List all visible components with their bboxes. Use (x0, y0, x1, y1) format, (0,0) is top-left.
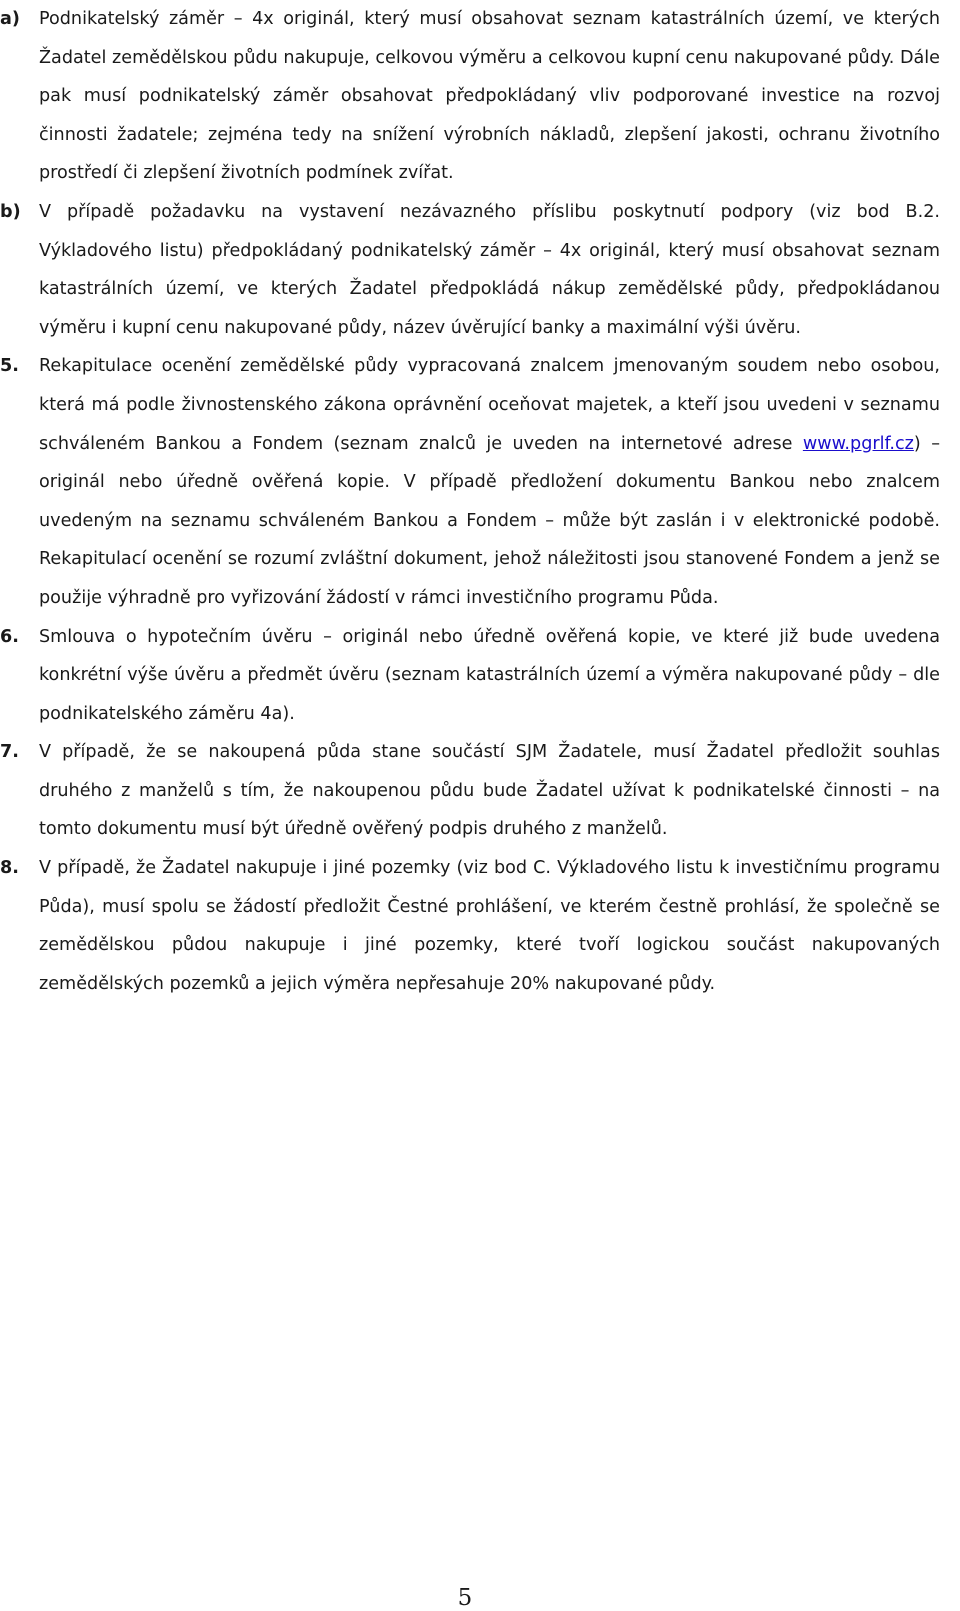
list-marker: a) (0, 9, 20, 29)
list-item-a (0, 0, 940, 193)
list-marker: 8. (0, 858, 19, 879)
list-item-7 (0, 733, 940, 849)
list-item-text: V případě, že Žadatel nakupuje i jiné pozemky (viz bod C. Výkladového listu k investičnímu programu Půda), musí spolu se žádostí předložit Čestné prohlášení, ve kterém čestně prohlásí, že společně se zemědělskou půdou nakupuje i jiné pozemky, které tvoří logickou součást nakupovaných zemědělských pozemků a jejich výměra nepřesahuje 20% nakupované půdy. (39, 858, 940, 994)
list-item-5 (0, 347, 940, 617)
pgrlf-website-link[interactable]: www.pgrlf.cz (802, 433, 914, 454)
list-item-text: Smlouva o hypotečním úvěru – originál nebo úředně ověřená kopie, ve které již bude uvedena konkrétní výše úvěru a předmět úvěru (seznam katastrálních území a výměra nakupované půdy – dle podnikatelského záměru 4a). (39, 626, 940, 724)
list-marker: b) (0, 201, 21, 222)
list-item-8 (0, 849, 940, 1003)
list-item-text: Podnikatelský záměr – 4x originál, který musí obsahovat seznam katastrálních území, ve kterých Žadatel zemědělskou půdu nakupuje, celkovou výměru a celkovou kupní cenu nakupované půdy. Dále pak musí podnikatelský záměr obsahovat předpokládaný vliv podporované investice na rozvoj činnosti žadatele; zejména tedy na snížení výrobních nákladů, zlepšení jakosti, ochranu životního prostředí či zlepšení životních podmínek zvířat. (39, 9, 940, 184)
text-before-link: Rekapitulace ocenění zemědělské půdy vypracovaná znalcem jmenovaným soudem nebo osobou, která má podle živnostenského zákona oprávnění oceňovat majetek, a kteří jsou uvedeni v seznamu schváleném Bankou a Fondem (seznam znalců je uveden na internetové adrese (39, 356, 940, 454)
list-item-b (0, 193, 940, 347)
list-marker: 7. (0, 742, 19, 763)
list-marker: 5. (0, 356, 19, 377)
list-item-6 (0, 618, 940, 734)
list-item-text (39, 347, 940, 617)
list-item-text: V případě požadavku na vystavení nezávazného příslibu poskytnutí podpory (viz bod B.2. Výkladového listu) předpokládaný podnikatelský záměr – 4x originál, který musí obsahovat seznam katastrálních území, ve kterých Žadatel předpokládá nákup zemědělské půdy, předpokládanou výměru i kupní cenu nakupované půdy, název úvěrující banky a maximální výši úvěru. (39, 201, 940, 338)
text-after-link: ) – originál nebo úředně ověřená kopie. V případě předložení dokumentu Bankou nebo znalcem uvedeným na seznamu schváleném Bankou a Fondem – může být zaslán i v elektronické podobě. Rekapitulací ocenění se rozumí zvláštní dokument, jehož náležitosti jsou stanovené Fondem a jenž se použije výhradně pro vyřizování žádostí v rámci investičního programu Půda. (39, 433, 940, 608)
list-item-text: V případě, že se nakoupená půda stane součástí SJM Žadatele, musí Žadatel předložit souhlas druhého z manželů s tím, že nakoupenou půdu bude Žadatel užívat k podnikatelské činnosti – na tomto dokumentu musí být úředně ověřený podpis druhého z manželů. (39, 742, 940, 840)
page-number: 5 (457, 1585, 473, 1611)
list-marker: 6. (0, 626, 19, 647)
